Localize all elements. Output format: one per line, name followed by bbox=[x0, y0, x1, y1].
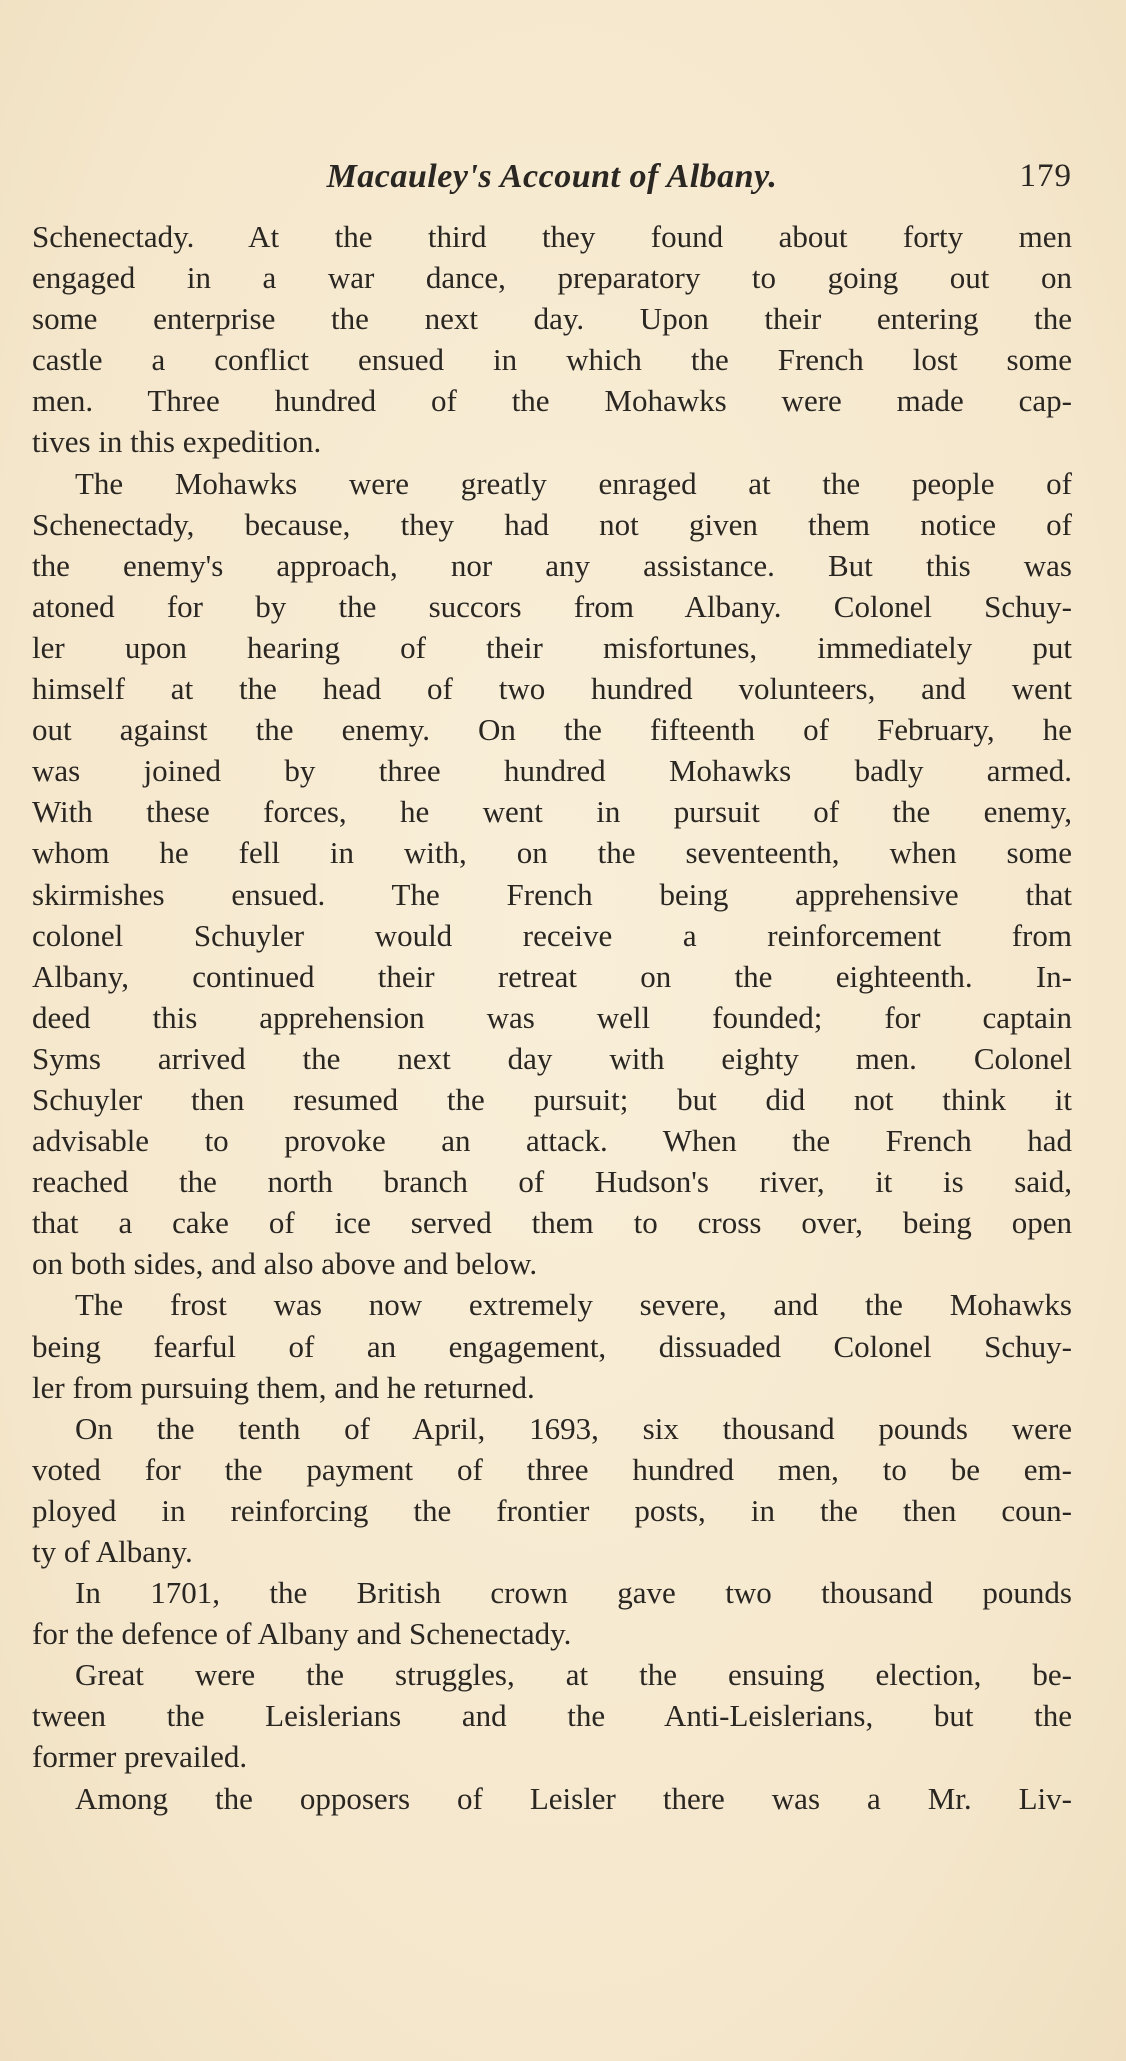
text-line: Schenectady. At the third they found about forty men bbox=[32, 219, 1072, 254]
book-page bbox=[32, 158, 1072, 1819]
text-line: for the defence of Albany and Schenectady. bbox=[32, 1616, 572, 1652]
text-line: tives in this expedition. bbox=[32, 424, 322, 460]
text-line: was joined by three hundred Mohawks badly armed. bbox=[32, 753, 1072, 789]
text-line: himself at the head of two hundred volunteers, and went bbox=[32, 671, 1072, 707]
text-line: Syms arrived the next day with eighty men. Colonel bbox=[32, 1040, 1072, 1076]
text-line: ler from pursuing them, and he returned. bbox=[32, 1369, 535, 1405]
text-line: that a cake of ice served them to cross over, being open bbox=[32, 1205, 1072, 1241]
text-line: out against the enemy. On the fifteenth of February, he bbox=[32, 712, 1072, 748]
text-line: men. Three hundred of the Mohawks were made cap- bbox=[32, 383, 1072, 419]
text-line: on both sides, and also above and below. bbox=[32, 1246, 538, 1282]
running-head bbox=[32, 158, 1072, 216]
text-line: the enemy's approach, nor any assistance. But this was bbox=[32, 547, 1072, 583]
text-line: engaged in a war dance, preparatory to going out on bbox=[32, 260, 1072, 296]
body-text bbox=[32, 216, 1072, 1819]
text-line: advisable to provoke an attack. When the French had bbox=[32, 1123, 1072, 1159]
text-line: In 1701, the British crown gave two thousand pounds bbox=[75, 1575, 1072, 1611]
text-line: reached the north branch of Hudson's river, it is said, bbox=[32, 1164, 1072, 1200]
text-line: some enterprise the next day. Upon their entering the bbox=[32, 301, 1072, 337]
text-line: ty of Albany. bbox=[32, 1534, 193, 1569]
text-line: On the tenth of April, 1693, six thousand pounds were bbox=[75, 1410, 1072, 1446]
text-line: whom he fell in with, on the seventeenth, when some bbox=[32, 835, 1072, 871]
text-line: Schuyler then resumed the pursuit; but did not think it bbox=[32, 1081, 1072, 1117]
text-line: castle a conflict ensued in which the French lost some bbox=[32, 342, 1072, 378]
text-line: Albany, continued their retreat on the eighteenth. In- bbox=[32, 958, 1072, 994]
text-line: Schenectady, because, they had not given them notice of bbox=[32, 506, 1072, 542]
text-line: deed this apprehension was well founded; for captain bbox=[32, 999, 1072, 1035]
text-line: ployed in reinforcing the frontier posts, in the then coun- bbox=[32, 1492, 1072, 1528]
text-line: voted for the payment of three hundred men, to be em- bbox=[32, 1451, 1072, 1487]
text-line: colonel Schuyler would receive a reinforcement from bbox=[32, 917, 1072, 953]
text-line: atoned for by the succors from Albany. Colonel Schuy- bbox=[32, 588, 1072, 624]
text-line: The Mohawks were greatly enraged at the people of bbox=[75, 465, 1072, 501]
text-line: Great were the struggles, at the ensuing election, be- bbox=[75, 1657, 1072, 1693]
text-line: Among the opposers of Leisler there was a Mr. Liv- bbox=[75, 1780, 1072, 1816]
text-line: skirmishes ensued. The French being apprehensive that bbox=[32, 876, 1072, 912]
text-line: ler upon hearing of their misfortunes, immediately put bbox=[32, 629, 1072, 665]
text-line: The frost was now extremely severe, and the Mohawks bbox=[75, 1287, 1072, 1323]
running-title: Macauley's Account of Albany. bbox=[326, 158, 778, 195]
text-line: being fearful of an engagement, dissuaded Colonel Schuy- bbox=[32, 1328, 1072, 1364]
text-line: tween the Leislerians and the Anti-Leislerians, but the bbox=[32, 1698, 1072, 1734]
text-line: With these forces, he went in pursuit of the enemy, bbox=[32, 794, 1072, 830]
text-line: former prevailed. bbox=[32, 1739, 248, 1775]
page-number: 179 bbox=[1019, 158, 1072, 194]
